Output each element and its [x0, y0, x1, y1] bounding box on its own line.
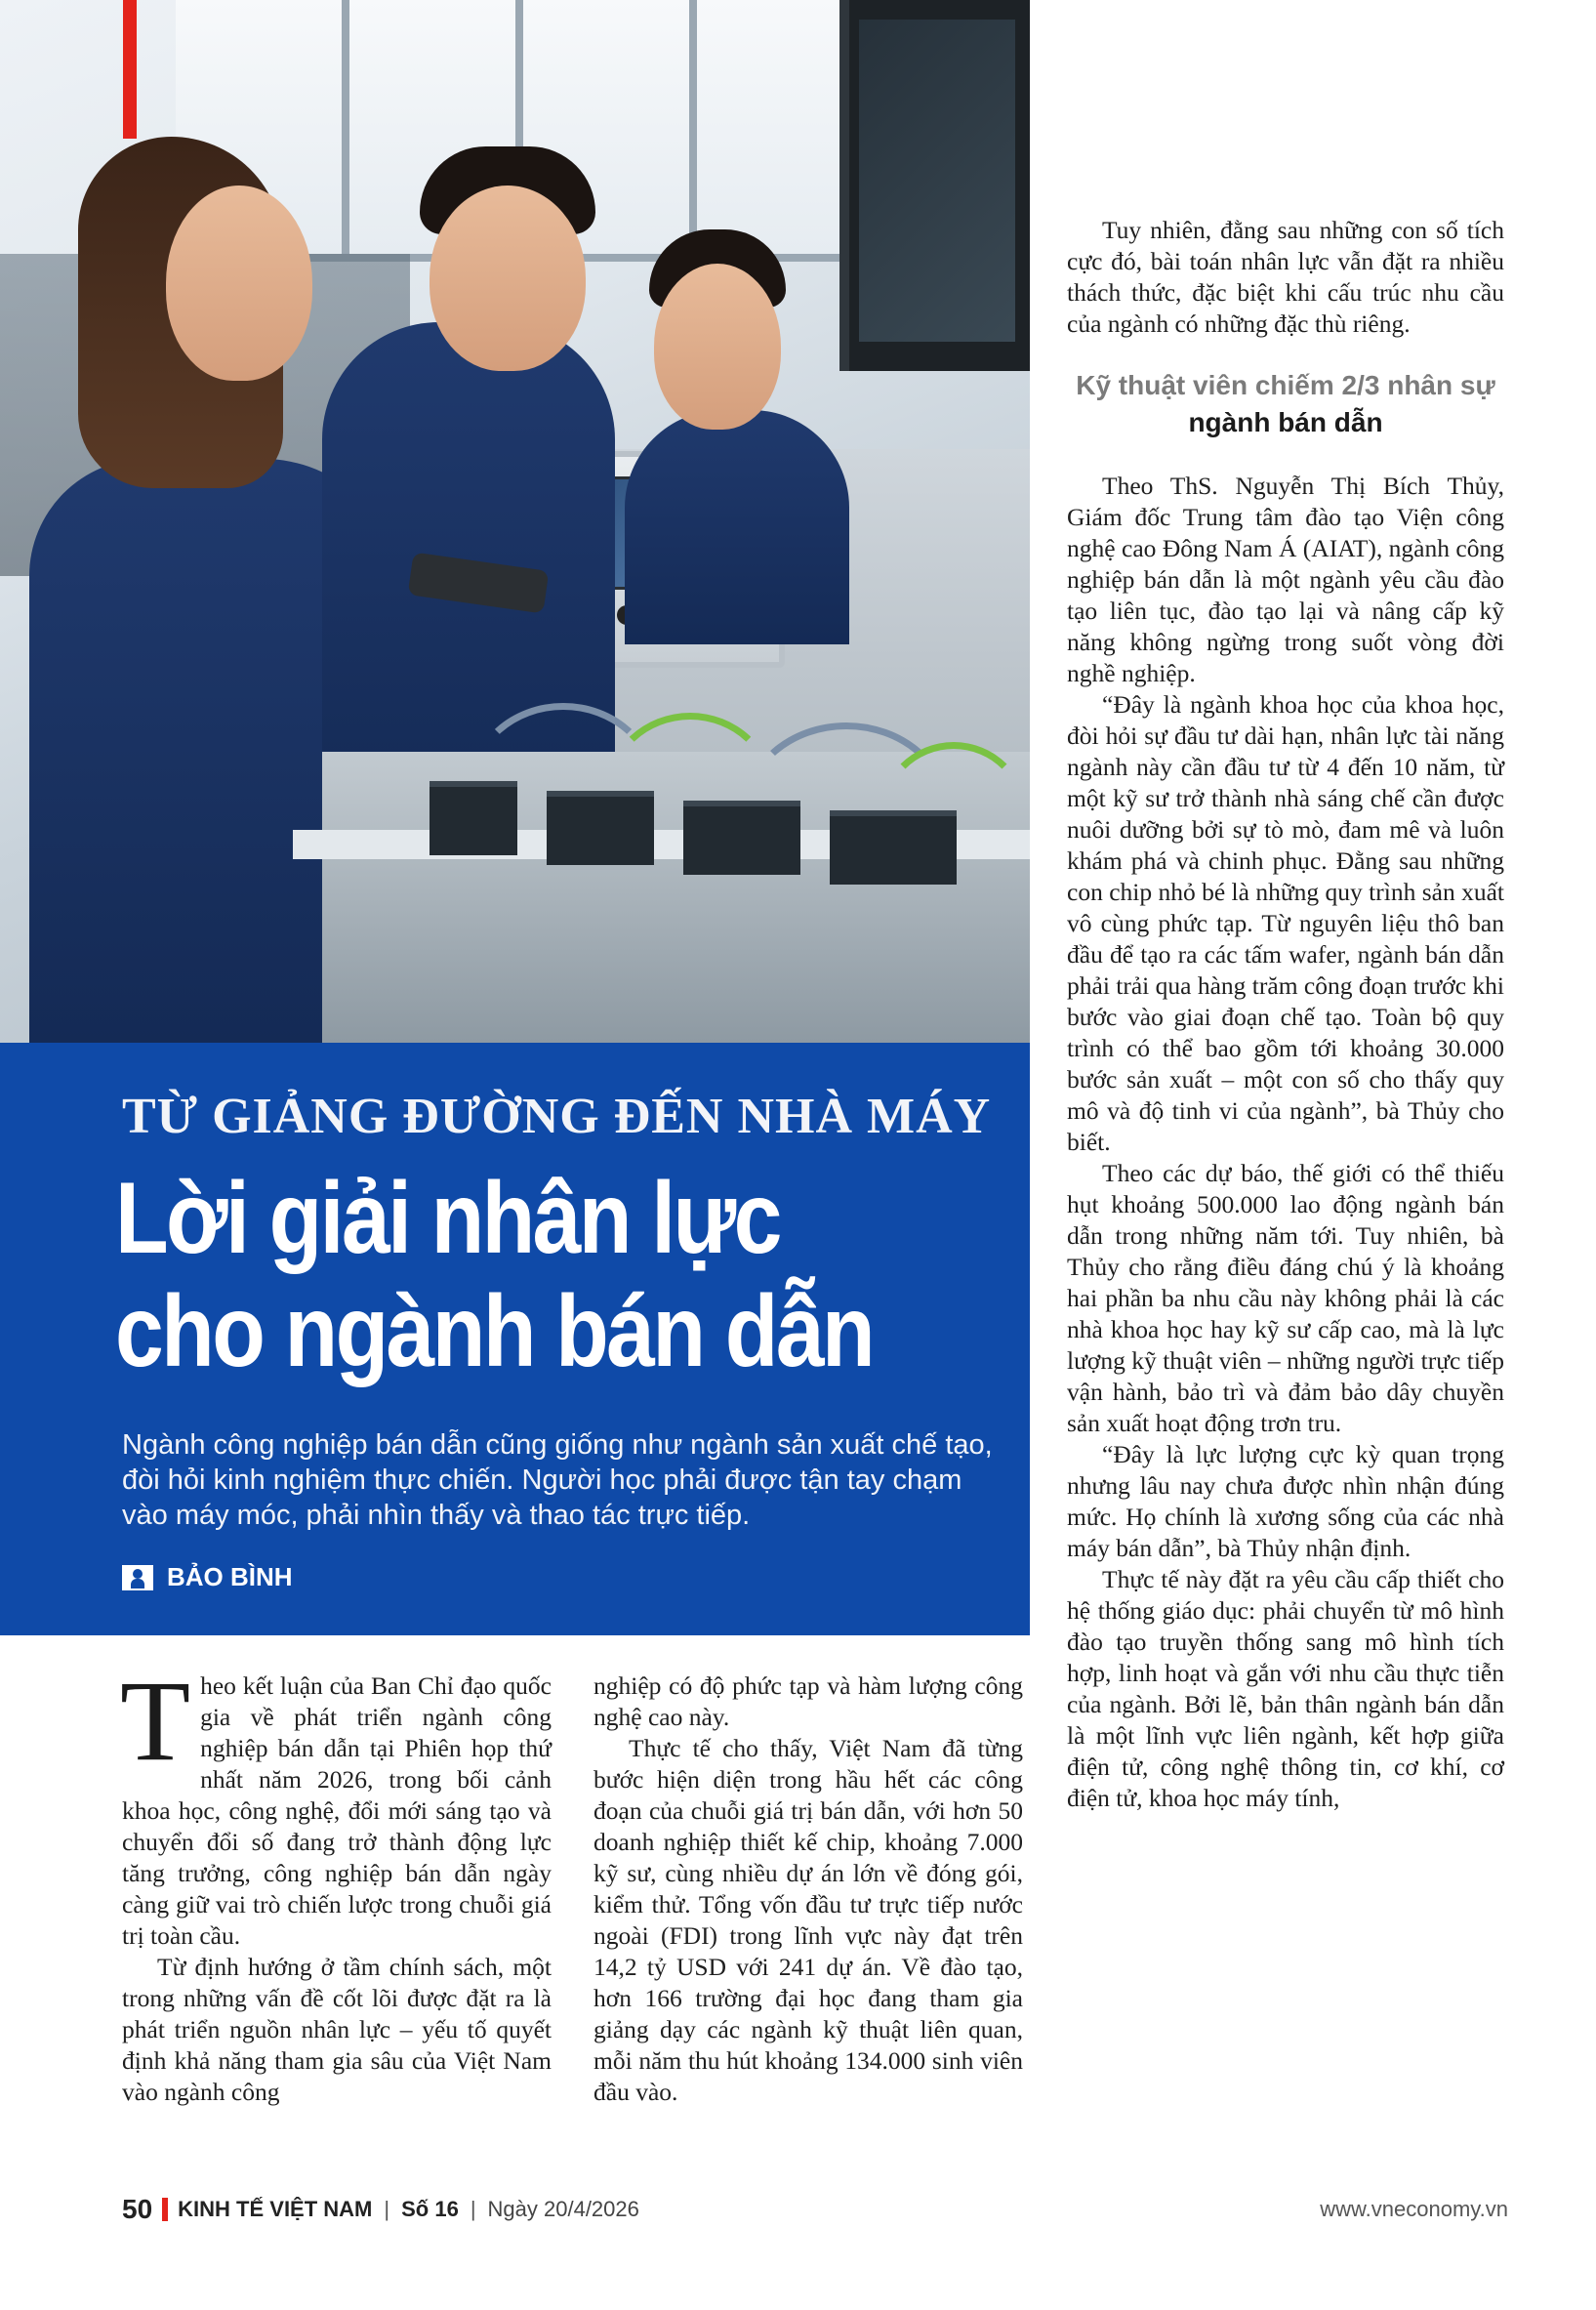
hero-photo: [0, 0, 1030, 1043]
student-right-face: [654, 264, 781, 430]
publication-name: KINH TẾ VIỆT NAM: [178, 2197, 373, 2221]
body-column-2: [593, 1671, 1023, 2108]
body-column-3: [1067, 215, 1504, 1814]
headline-line: Lời giải nhân lực: [115, 1162, 780, 1275]
sapo: Ngành công nghiệp bán dẫn cũng giống như ngành sản xuất chế tạo, đòi hỏi kinh nghiệm thực chiến. Người học phải được tận tay chạm vào máy móc, phải nhìn thấy và thao tác trực tiếp.: [122, 1429, 993, 1531]
issue-date: Ngày 20/4/2026: [487, 2197, 639, 2221]
page-number: 50: [122, 2194, 153, 2224]
author-name: BẢO BÌNH: [167, 1562, 293, 1591]
paragraph: Từ định hướng ở tầm chính sách, một trong những vấn đề cốt lõi được đặt ra là phát triển nguồn nhân lực – yếu tố quyết định khả năng tham gia sâu của Việt Nam vào ngành công: [122, 1953, 552, 2106]
paragraph: Thực tế cho thấy, Việt Nam đã từng bước hiện diện trong hầu hết các công đoạn của chuỗi giá trị bán dẫn, với hơn 50 doanh nghiệp thiết kế chip, khoảng 7.000 kỹ sư, cùng nhiều dự án lớn về đóng gói, kiểm thử. Tổng vốn đầu tư trực tiếp nước ngoài (FDI) trong lĩnh vực này đạt trên 14,2 tỷ USD với 241 dự án. Về đào tạo, hơn 166 trường đại học đang tham gia giảng dạy các ngành kỹ thuật liên quan, mỗi năm thu hút khoảng 134.000 sinh viên đầu vào.: [593, 1734, 1023, 2106]
student-left-face: [166, 186, 312, 381]
paragraph: Tuy nhiên, đằng sau những con số tích cực đó, bài toán nhân lực vẫn đặt ra nhiều thách thức, đặc biệt khi cấu trúc nhu cầu của ngành có những đặc thù riêng.: [1067, 216, 1504, 338]
separator: |: [384, 2197, 390, 2221]
kicker: TỪ GIẢNG ĐƯỜNG ĐẾN NHÀ MÁY: [122, 1089, 992, 1144]
student-middle-face: [430, 186, 586, 371]
paragraph: “Đây là lực lượng cực kỳ quan trọng nhưng lâu nay chưa được nhìn nhận đúng mức. Họ chính là xương sống của các nhà máy bán dẫn”, bà Thủy nhận định.: [1067, 1440, 1504, 1562]
subheading-line: ngành bán dẫn: [1188, 407, 1383, 437]
paragraph: Thực tế này đặt ra yêu cầu cấp thiết cho hệ thống giáo dục: phải chuyển từ mô hình đào tạo truyền thống sang mô hình tích hợp, linh hoạt và gắn với nhu cầu thực tiễn của ngành. Bởi lẽ, bản thân ngành bán dẫn là một lĩnh vực liên ngành, kết hợp giữa điện tử, công nghệ thông tin, cơ khí, cơ điện tử, khoa học máy tính,: [1067, 1565, 1504, 1812]
paragraph: Theo ThS. Nguyễn Thị Bích Thủy, Giám đốc Trung tâm đào tạo Viện công nghệ cao Đông Nam Á (AIAT), ngành công nghiệp bán dẫn là một ngành yêu cầu đào tạo liên tục, đào tạo lại và nâng cấp kỹ năng không ngừng trong suốt vòng đời nghề nghiệp.: [1067, 472, 1504, 687]
page-footer: [122, 2192, 1508, 2227]
separator: |: [470, 2197, 476, 2221]
paragraph: [120, 1657, 552, 1952]
paragraph-text: heo kết luận của Ban Chỉ đạo quốc gia về phát triển ngành công nghiệp bán dẫn tại Phiên họp thứ nhất năm 2026, trong bối cảnh khoa học, công nghệ, đổi mới sáng tạo và chuyển đổi số đang trở thành động lực tăng trưởng, công nghiệp bán dẫn ngày càng giữ vai trò chiến lược trong chuỗi giá trị toàn cầu.: [122, 1671, 552, 1950]
monitor-screen: [859, 20, 1015, 342]
website-link[interactable]: www.vneconomy.vn: [1320, 2197, 1508, 2221]
paragraph: Theo các dự báo, thế giới có thể thiếu hụt khoảng 500.000 lao động ngành bán dẫn trong những năm tới. Tuy nhiên, bà Thủy cho rằng điều đáng chú ý là khoảng hai phần ba nhu cầu này không phải là các nhà khoa học hay kỹ sư cấp cao, mà là lực lượng kỹ thuật viên – những người trực tiếp vận hành, bảo trì và đảm bảo dây chuyền sản xuất hoạt động trơn tru.: [1067, 1159, 1504, 1437]
cable: [879, 742, 1029, 892]
author-icon: [122, 1565, 153, 1590]
footer-accent-bar: [162, 2198, 168, 2221]
subheading: [1067, 367, 1504, 441]
issue-number: Số 16: [401, 2197, 459, 2221]
subheading-line: Kỹ thuật viên chiếm 2/3 nhân sự: [1076, 370, 1495, 400]
dropcap: T: [120, 1657, 191, 1785]
student-right-shirt: [625, 410, 849, 644]
headline-line: cho ngành bán dẫn: [115, 1275, 874, 1388]
headline: [115, 1162, 1023, 1388]
paragraph: “Đây là ngành khoa học của khoa học, đòi hỏi sự đầu tư dài hạn, nhân lực tài năng ngành này cần đầu tư từ 4 đến 10 năm, từ một kỹ sư trở thành nhà sáng chế cần được nuôi dưỡng bởi sự tò mò, đam mê và luôn khám phá và chinh phục. Đằng sau những con chip nhỏ bé là những quy trình sản xuất vô cùng phức tạp. Từ nguyên liệu thô ban đầu để tạo ra các tấm wafer, ngành bán dẫn phải trải qua hàng trăm công đoạn trước khi bước vào giai đoạn chế tạo. Toàn bộ quy trình có thể bao gồm tới khoảng 30.000 bước sản xuất – một con số cho thấy quy mô và độ tinh vi của ngành”, bà Thủy cho biết.: [1067, 690, 1504, 1156]
byline: [122, 1562, 293, 1592]
paragraph: nghiệp có độ phức tạp và hàm lượng công nghệ cao này.: [593, 1671, 1023, 1731]
body-column-1: [120, 1657, 552, 2108]
accent-bar: [123, 0, 137, 139]
